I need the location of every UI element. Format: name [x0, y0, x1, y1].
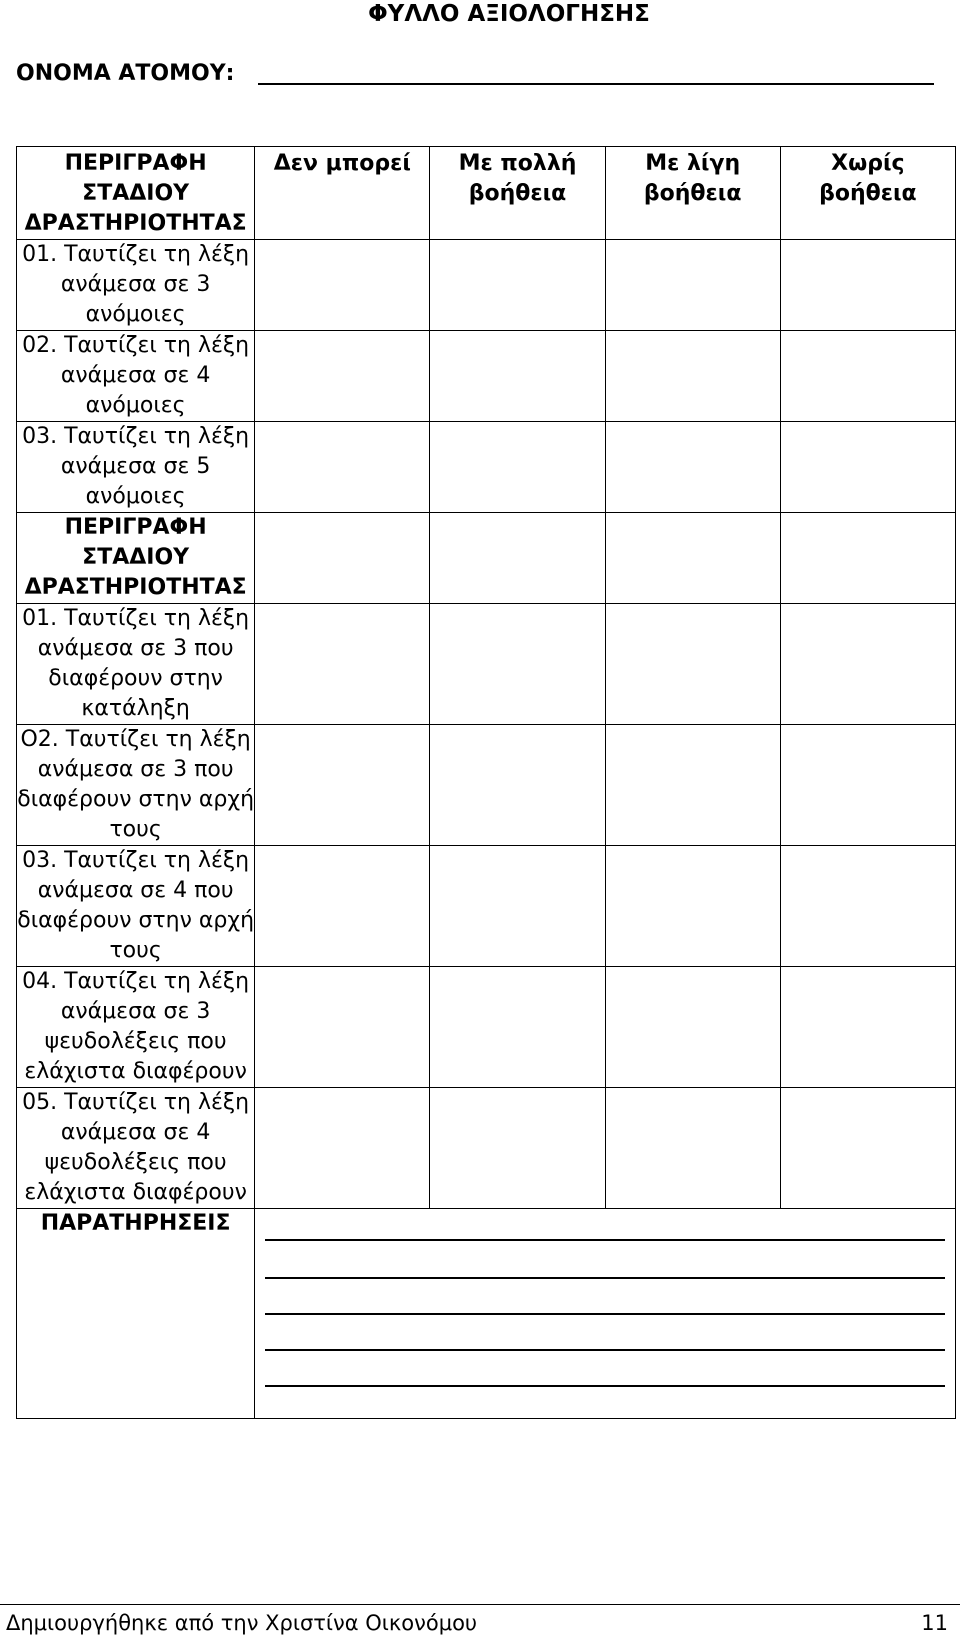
table-row: [17, 240, 956, 331]
table-row: [17, 967, 956, 1088]
level-cell[interactable]: [430, 967, 605, 1088]
remarks-line: [265, 1385, 945, 1387]
remarks-label: ΠΑΡΑΤΗΡΗΣΕΙΣ: [17, 1209, 255, 1419]
row-description: 03. Ταυτίζει τη λέξη ανάμεσα σε 4 που διαφέρουν στην αρχή τους: [17, 846, 255, 967]
level-cell[interactable]: [780, 967, 955, 1088]
section2-header: ΠΕΡΙΓΡΑΦΗ ΣΤΑΔΙΟΥ ΔΡΑΣΤΗΡΙΟΤΗΤΑΣ: [17, 513, 255, 604]
level-cell[interactable]: [780, 240, 955, 331]
level-cell[interactable]: [430, 240, 605, 331]
evaluation-table: [16, 146, 956, 1419]
header-description: ΠΕΡΙΓΡΑΦΗ ΣΤΑΔΙΟΥ ΔΡΑΣΤΗΡΙΟΤΗΤΑΣ: [17, 147, 255, 240]
remarks-line: [265, 1239, 945, 1241]
level-cell[interactable]: [430, 1088, 605, 1209]
level-cell[interactable]: [605, 725, 780, 846]
table-row: [17, 725, 956, 846]
header-level-much-help: Με πολλή βοήθεια: [430, 147, 605, 240]
table-row: [17, 331, 956, 422]
level-cell[interactable]: [605, 513, 780, 604]
level-cell[interactable]: [780, 604, 955, 725]
level-cell[interactable]: [605, 967, 780, 1088]
level-cell[interactable]: [255, 846, 430, 967]
table-header-row: [17, 147, 956, 240]
level-cell[interactable]: [255, 1088, 430, 1209]
level-cell[interactable]: [780, 846, 955, 967]
level-cell[interactable]: [255, 331, 430, 422]
remarks-line: [265, 1313, 945, 1315]
remarks-area[interactable]: [255, 1209, 956, 1419]
table-row: [17, 604, 956, 725]
table-row: [17, 422, 956, 513]
level-cell[interactable]: [780, 331, 955, 422]
header-level-cannot: Δεν μπορεί: [255, 147, 430, 240]
level-cell[interactable]: [255, 604, 430, 725]
name-label: ΟΝΟΜΑ ΑΤΟΜΟΥ:: [16, 61, 235, 86]
level-cell[interactable]: [605, 604, 780, 725]
level-cell[interactable]: [780, 422, 955, 513]
remarks-line: [265, 1349, 945, 1351]
row-description: O2. Ταυτίζει τη λέξη ανάμεσα σε 3 που διαφέρουν στην αρχή τους: [17, 725, 255, 846]
row-description: 02. Ταυτίζει τη λέξη ανάμεσα σε 4 ανόμοιες: [17, 331, 255, 422]
table-row: [17, 1088, 956, 1209]
remarks-lines: [255, 1209, 955, 1407]
level-cell[interactable]: [255, 422, 430, 513]
remarks-row: [17, 1209, 956, 1419]
row-description: 01. Ταυτίζει τη λέξη ανάμεσα σε 3 ανόμοιες: [17, 240, 255, 331]
level-cell[interactable]: [430, 846, 605, 967]
level-cell[interactable]: [605, 846, 780, 967]
remarks-line: [265, 1277, 945, 1279]
level-cell[interactable]: [780, 513, 955, 604]
table-row: [17, 846, 956, 967]
level-cell[interactable]: [255, 513, 430, 604]
footer-rule: [0, 1604, 960, 1605]
level-cell[interactable]: [780, 725, 955, 846]
row-description: 03. Ταυτίζει τη λέξη ανάμεσα σε 5 ανόμοιες: [17, 422, 255, 513]
level-cell[interactable]: [255, 725, 430, 846]
row-description: 05. Ταυτίζει τη λέξη ανάμεσα σε 4 ψευδολέξεις που ελάχιστα διαφέρουν: [17, 1088, 255, 1209]
level-cell[interactable]: [430, 725, 605, 846]
level-cell[interactable]: [780, 1088, 955, 1209]
page-number: 11: [921, 1611, 948, 1635]
level-cell[interactable]: [605, 331, 780, 422]
row-description: 04. Ταυτίζει τη λέξη ανάμεσα σε 3 ψευδολέξεις που ελάχιστα διαφέρουν: [17, 967, 255, 1088]
level-cell[interactable]: [605, 240, 780, 331]
level-cell[interactable]: [430, 604, 605, 725]
footer-author: Δημιουργήθηκε από την Χριστίνα Οικονόμου: [6, 1611, 478, 1635]
row-description: 01. Ταυτίζει τη λέξη ανάμεσα σε 3 που διαφέρουν στην κατάληξη: [17, 604, 255, 725]
level-cell[interactable]: [605, 422, 780, 513]
footer: [0, 1610, 960, 1637]
level-cell[interactable]: [430, 513, 605, 604]
level-cell[interactable]: [430, 422, 605, 513]
header-level-no-help: Χωρίς βοήθεια: [780, 147, 955, 240]
header-level-little-help: Με λίγη βοήθεια: [605, 147, 780, 240]
level-cell[interactable]: [255, 240, 430, 331]
name-fill-line[interactable]: [258, 83, 934, 85]
section-header-row: [17, 513, 956, 604]
level-cell[interactable]: [605, 1088, 780, 1209]
level-cell[interactable]: [255, 967, 430, 1088]
page-title: ΦΥΛΛΟ ΑΞΙΟΛΟΓΗΣΗΣ: [368, 1, 650, 27]
level-cell[interactable]: [430, 331, 605, 422]
